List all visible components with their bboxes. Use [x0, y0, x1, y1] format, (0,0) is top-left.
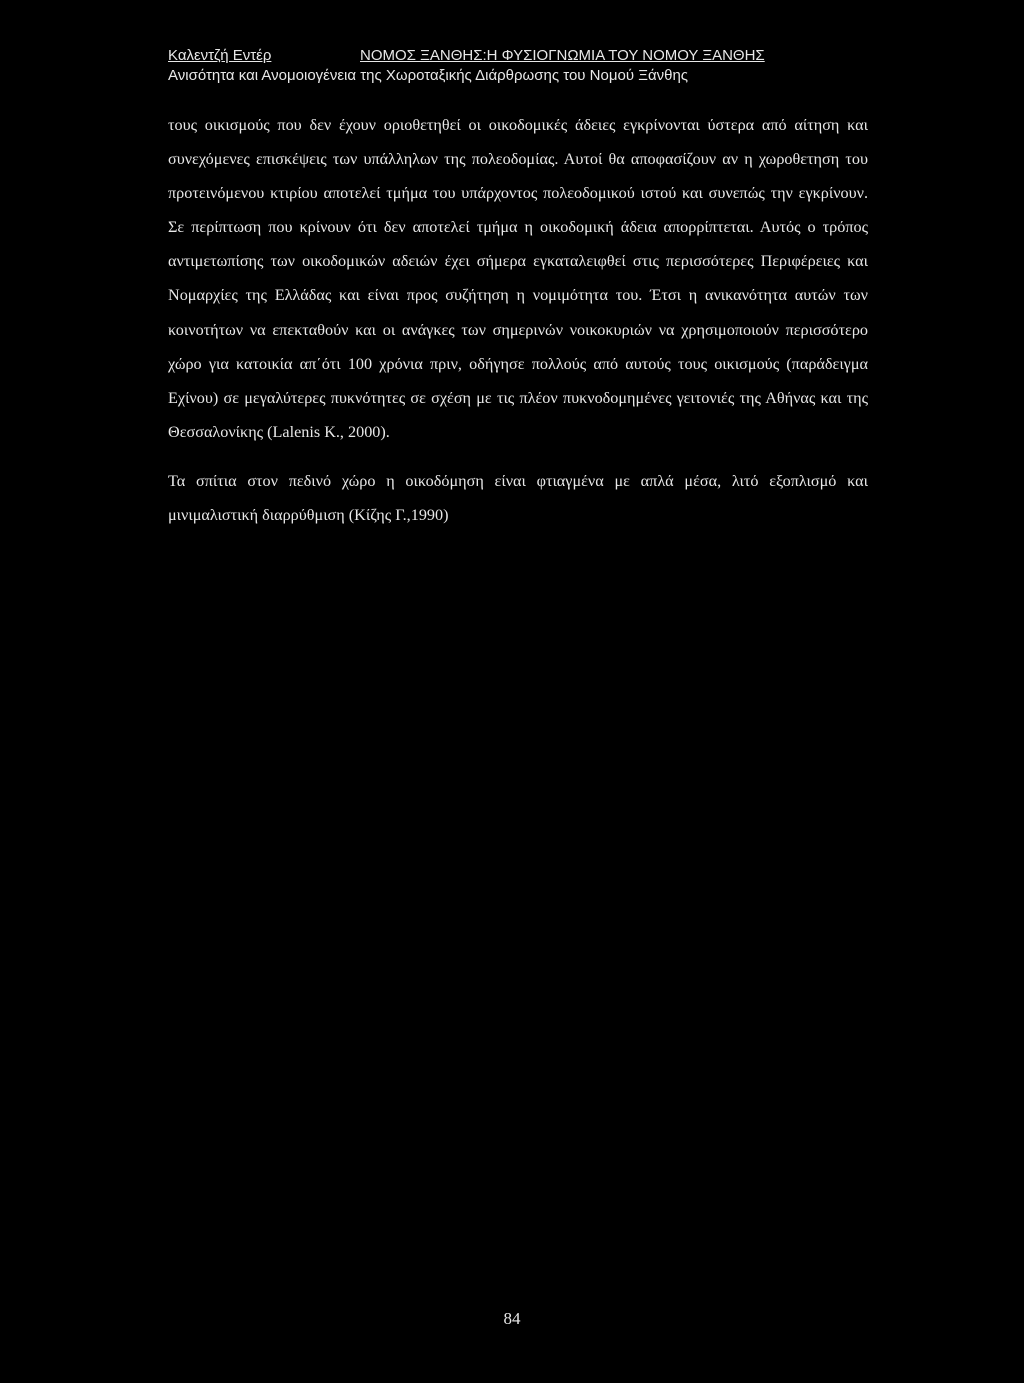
body-text — [168, 108, 868, 532]
header-subtitle: Ανισότητα και Ανομοιογένεια της Χωροταξικής Διάρθρωσης του Νομού Ξάνθης — [168, 67, 689, 84]
paragraph: τους οικισμούς που δεν έχουν οριοθετηθεί οι οικοδομικές άδειες εγκρίνονται ύστερα από αίτηση και συνεχόμενες επισκέψεις των υπάλληλων της πολεοδομίας. Αυτοί θα αποφασίζουν αν η χωροθετηση του προτεινόμενου κτιρίου αποτελεί τμήμα του υπάρχοντος πολεοδομικού ιστού και συνεπώς την εγκρίνουν. Σε περίπτωση που κρίνουν ότι δεν αποτελεί τμήμα η οικοδομική άδεια απορρίπτεται. Αυτός ο τρόπος αντιμετωπίσης των οικοδομικών αδειών έχει σήμερα εγκαταλειφθεί στις περισσότερες Περιφέρειες και Νομαρχίες της Ελλάδας και είναι προς συζήτηση η νομιμότητα του. Έτσι η ανικανότητα αυτών των κοινοτήτων να επεκταθούν και οι ανάγκες των σημερινών νοικοκυριών να χρησιμοποιούν περισσότερο χώρο για κατοικία απ΄ότι 100 χρόνια πριν, οδήγησε πολλούς από αυτούς τους οικισμούς (παράδειγμα Εχίνου) σε μεγαλύτερες πυκνότητες σε σχέση με τις πλέον πυκνοδομημένες γειτονιές της Αθήνας και της Θεσσαλονίκης (Lalenis K., 2000). — [168, 116, 868, 441]
header-row — [168, 46, 868, 66]
header-title: ΝΟΜΟΣ ΞΑΝΘΗΣ:Η ΦΥΣΙΟΓΝΩΜΙΑ ΤΟΥ ΝΟΜΟΥ ΞΑΝΘΗΣ — [360, 47, 765, 64]
page-number: 84 — [503, 1309, 521, 1328]
paragraph: Τα σπίτια στον πεδινό χώρο η οικοδόμηση είναι φτιαγμένα με απλά μέσα, λιτό εξοπλισμό και μινιμαλιστική διαρρύθμιση (Κίζης Γ.,1990) — [168, 471, 868, 525]
page-header — [168, 46, 868, 86]
header-author: Καλεντζή Εντέρ — [168, 47, 272, 64]
